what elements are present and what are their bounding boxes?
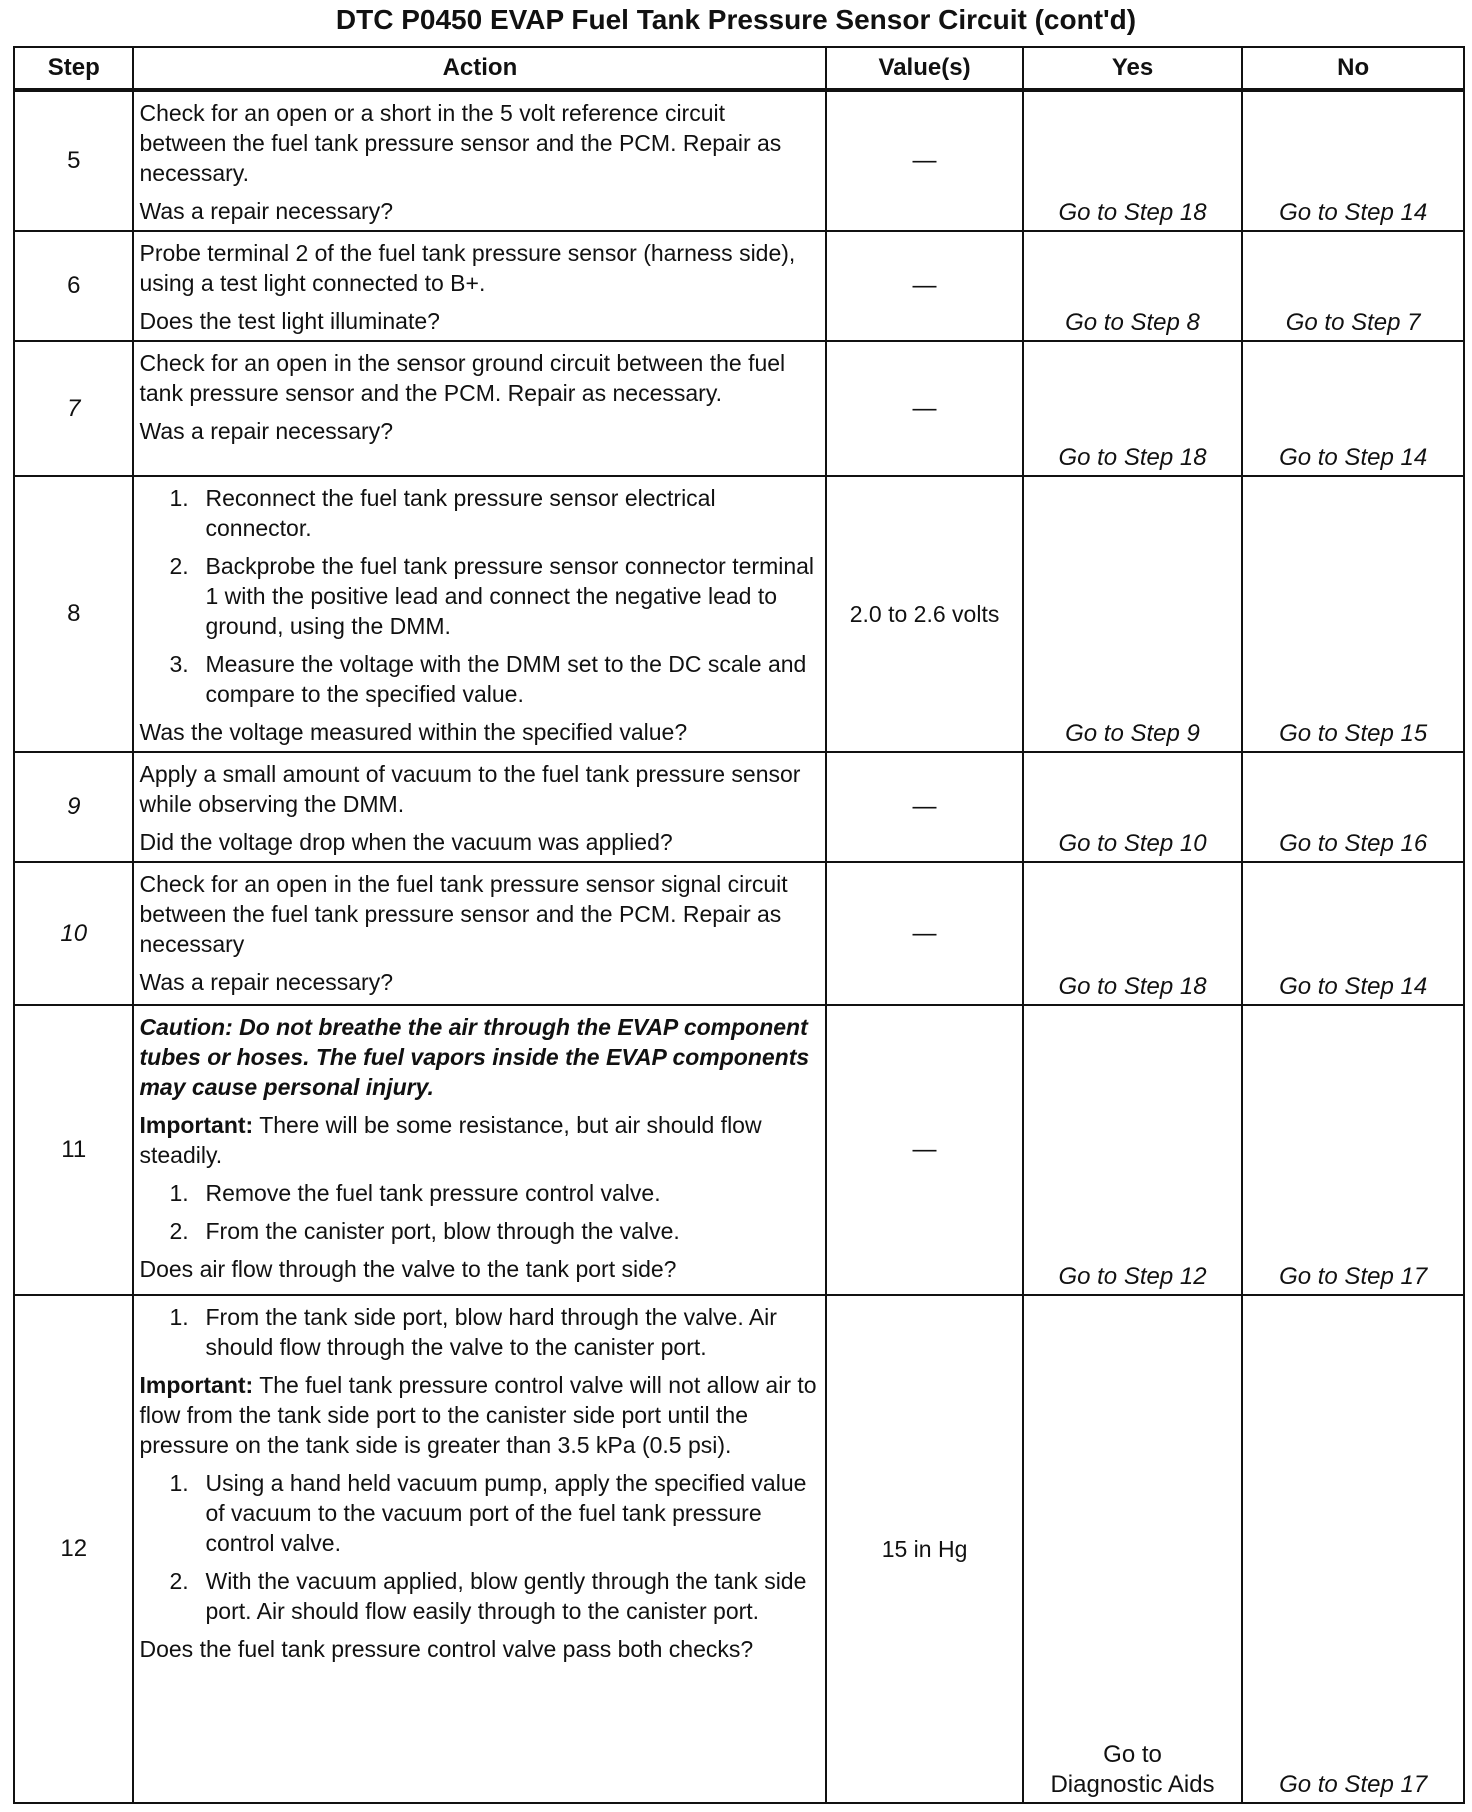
no-result: Go to Step 17 <box>1242 1295 1464 1803</box>
action-cell <box>133 862 826 1005</box>
important-note <box>139 1370 817 1460</box>
list-text: With the vacuum applied, blow gently through the tank side port. Air should flow easily through to the canister port. <box>205 1568 807 1624</box>
list-number: 1. <box>169 1304 189 1330</box>
list-item <box>139 1468 817 1558</box>
action-steps <box>139 1302 817 1362</box>
no-result: Go to Step 15 <box>1242 476 1464 752</box>
value-cell: — <box>826 1005 1022 1295</box>
step-number: 11 <box>14 1005 133 1295</box>
no-result: Go to Step 14 <box>1242 862 1464 1005</box>
list-text: From the canister port, blow through the valve. <box>205 1218 680 1244</box>
value-cell: — <box>826 341 1022 476</box>
yes-result: Go to Step 10 <box>1023 752 1242 862</box>
action-cell <box>133 1005 826 1295</box>
action-text: Apply a small amount of vacuum to the fuel tank pressure sensor while observing the DMM. <box>139 761 801 817</box>
list-number: 2. <box>169 553 189 579</box>
list-text: Using a hand held vacuum pump, apply the specified value of vacuum to the vacuum port of the fuel tank pressure control valve. <box>205 1470 807 1556</box>
action-text: Check for an open in the fuel tank pressure sensor signal circuit between the fuel tank pressure sensor and the PCM. Repair as necessary <box>139 871 788 957</box>
list-item <box>139 551 817 641</box>
page-title: DTC P0450 EVAP Fuel Tank Pressure Sensor Circuit (cont'd) <box>335 4 1137 35</box>
value-cell: 2.0 to 2.6 volts <box>826 476 1022 752</box>
yes-result <box>1023 1295 1242 1803</box>
action-question: Did the voltage drop when the vacuum was applied? <box>139 829 673 855</box>
table-row <box>14 231 1464 341</box>
list-number: 2. <box>169 1218 189 1244</box>
no-result: Go to Step 14 <box>1242 90 1464 231</box>
yes-result: Go to Step 18 <box>1023 90 1242 231</box>
value-cell: — <box>826 862 1022 1005</box>
value-cell: — <box>826 90 1022 231</box>
action-cell <box>133 1295 826 1803</box>
step-number: 7 <box>14 341 133 476</box>
yes-result-line: Diagnostic Aids <box>1050 1771 1215 1798</box>
action-steps <box>139 483 817 709</box>
table-row <box>14 1295 1464 1803</box>
action-cell <box>133 341 826 476</box>
step-number: 12 <box>14 1295 133 1803</box>
list-number: 2. <box>169 1568 189 1594</box>
list-number: 1. <box>169 1470 189 1496</box>
step-number: 10 <box>14 862 133 1005</box>
important-label: Important: <box>139 1112 254 1138</box>
action-text: Probe terminal 2 of the fuel tank pressure sensor (harness side), using a test light connected to B+. <box>139 240 796 296</box>
action-question: Was the voltage measured within the specified value? <box>139 719 688 745</box>
diagnostic-table <box>13 46 1465 1804</box>
value-cell: — <box>826 231 1022 341</box>
yes-result: Go to Step 8 <box>1023 231 1242 341</box>
list-text: Remove the fuel tank pressure control valve. <box>205 1180 661 1206</box>
step-number: 6 <box>14 231 133 341</box>
list-item <box>139 1302 817 1362</box>
step-number: 9 <box>14 752 133 862</box>
action-text: Check for an open in the sensor ground circuit between the fuel tank pressure sensor and the PCM. Repair as necessary. <box>139 350 786 406</box>
list-item <box>139 1216 817 1246</box>
list-number: 1. <box>169 1180 189 1206</box>
table-row <box>14 476 1464 752</box>
no-result: Go to Step 14 <box>1242 341 1464 476</box>
action-cell <box>133 90 826 231</box>
header-action: Action <box>133 47 826 90</box>
action-question: Was a repair necessary? <box>139 418 394 444</box>
action-steps <box>139 1178 817 1246</box>
list-text: Reconnect the fuel tank pressure sensor electrical connector. <box>205 485 716 541</box>
action-question: Was a repair necessary? <box>139 969 394 995</box>
header-yes: Yes <box>1023 47 1242 90</box>
action-question: Was a repair necessary? <box>139 198 394 224</box>
action-steps <box>139 1468 817 1626</box>
table-header-row <box>14 47 1464 90</box>
table-row <box>14 1005 1464 1295</box>
important-note <box>139 1110 817 1170</box>
caution-note: Caution: Do not breathe the air through the EVAP component tubes or hoses. The fuel vapors inside the EVAP components may cause personal injury. <box>139 1014 810 1100</box>
important-label: Important: <box>139 1372 254 1398</box>
value-cell: — <box>826 752 1022 862</box>
list-item <box>139 1566 817 1626</box>
no-result: Go to Step 17 <box>1242 1005 1464 1295</box>
yes-result: Go to Step 9 <box>1023 476 1242 752</box>
action-question: Does the test light illuminate? <box>139 308 440 334</box>
action-cell <box>133 752 826 862</box>
table-row <box>14 341 1464 476</box>
list-number: 1. <box>169 485 189 511</box>
list-text: From the tank side port, blow hard through the valve. Air should flow through the valve to the canister port. <box>205 1304 777 1360</box>
yes-result: Go to Step 12 <box>1023 1005 1242 1295</box>
header-no: No <box>1242 47 1464 90</box>
table-row <box>14 862 1464 1005</box>
header-step: Step <box>14 47 133 90</box>
list-text: Backprobe the fuel tank pressure sensor connector terminal 1 with the positive lead and connect the negative lead to ground, using the DMM. <box>205 553 815 639</box>
important-text: There will be some resistance, but air should flow steadily. <box>139 1112 762 1168</box>
yes-result: Go to Step 18 <box>1023 341 1242 476</box>
value-cell: 15 in Hg <box>826 1295 1022 1803</box>
list-text: Measure the voltage with the DMM set to the DC scale and compare to the specified value. <box>205 651 807 707</box>
no-result: Go to Step 7 <box>1242 231 1464 341</box>
no-result: Go to Step 16 <box>1242 752 1464 862</box>
action-cell <box>133 231 826 341</box>
action-question: Does air flow through the valve to the tank port side? <box>139 1256 677 1282</box>
list-item <box>139 483 817 543</box>
step-number: 8 <box>14 476 133 752</box>
list-number: 3. <box>169 651 189 677</box>
action-question: Does the fuel tank pressure control valve pass both checks? <box>139 1636 754 1662</box>
table-row <box>14 90 1464 231</box>
table-row <box>14 752 1464 862</box>
list-item <box>139 1178 817 1208</box>
step-number: 5 <box>14 90 133 231</box>
list-item <box>139 649 817 709</box>
yes-result-line: Go to <box>1103 1741 1162 1768</box>
yes-result: Go to Step 18 <box>1023 862 1242 1005</box>
header-values: Value(s) <box>826 47 1022 90</box>
important-text: The fuel tank pressure control valve will not allow air to flow from the tank side port to the canister side port until the pressure on the tank side is greater than 3.5 kPa (0.5 psi). <box>139 1372 817 1458</box>
action-cell <box>133 476 826 752</box>
action-text: Check for an open or a short in the 5 volt reference circuit between the fuel tank pressure sensor and the PCM. Repair as necessary. <box>139 100 782 186</box>
